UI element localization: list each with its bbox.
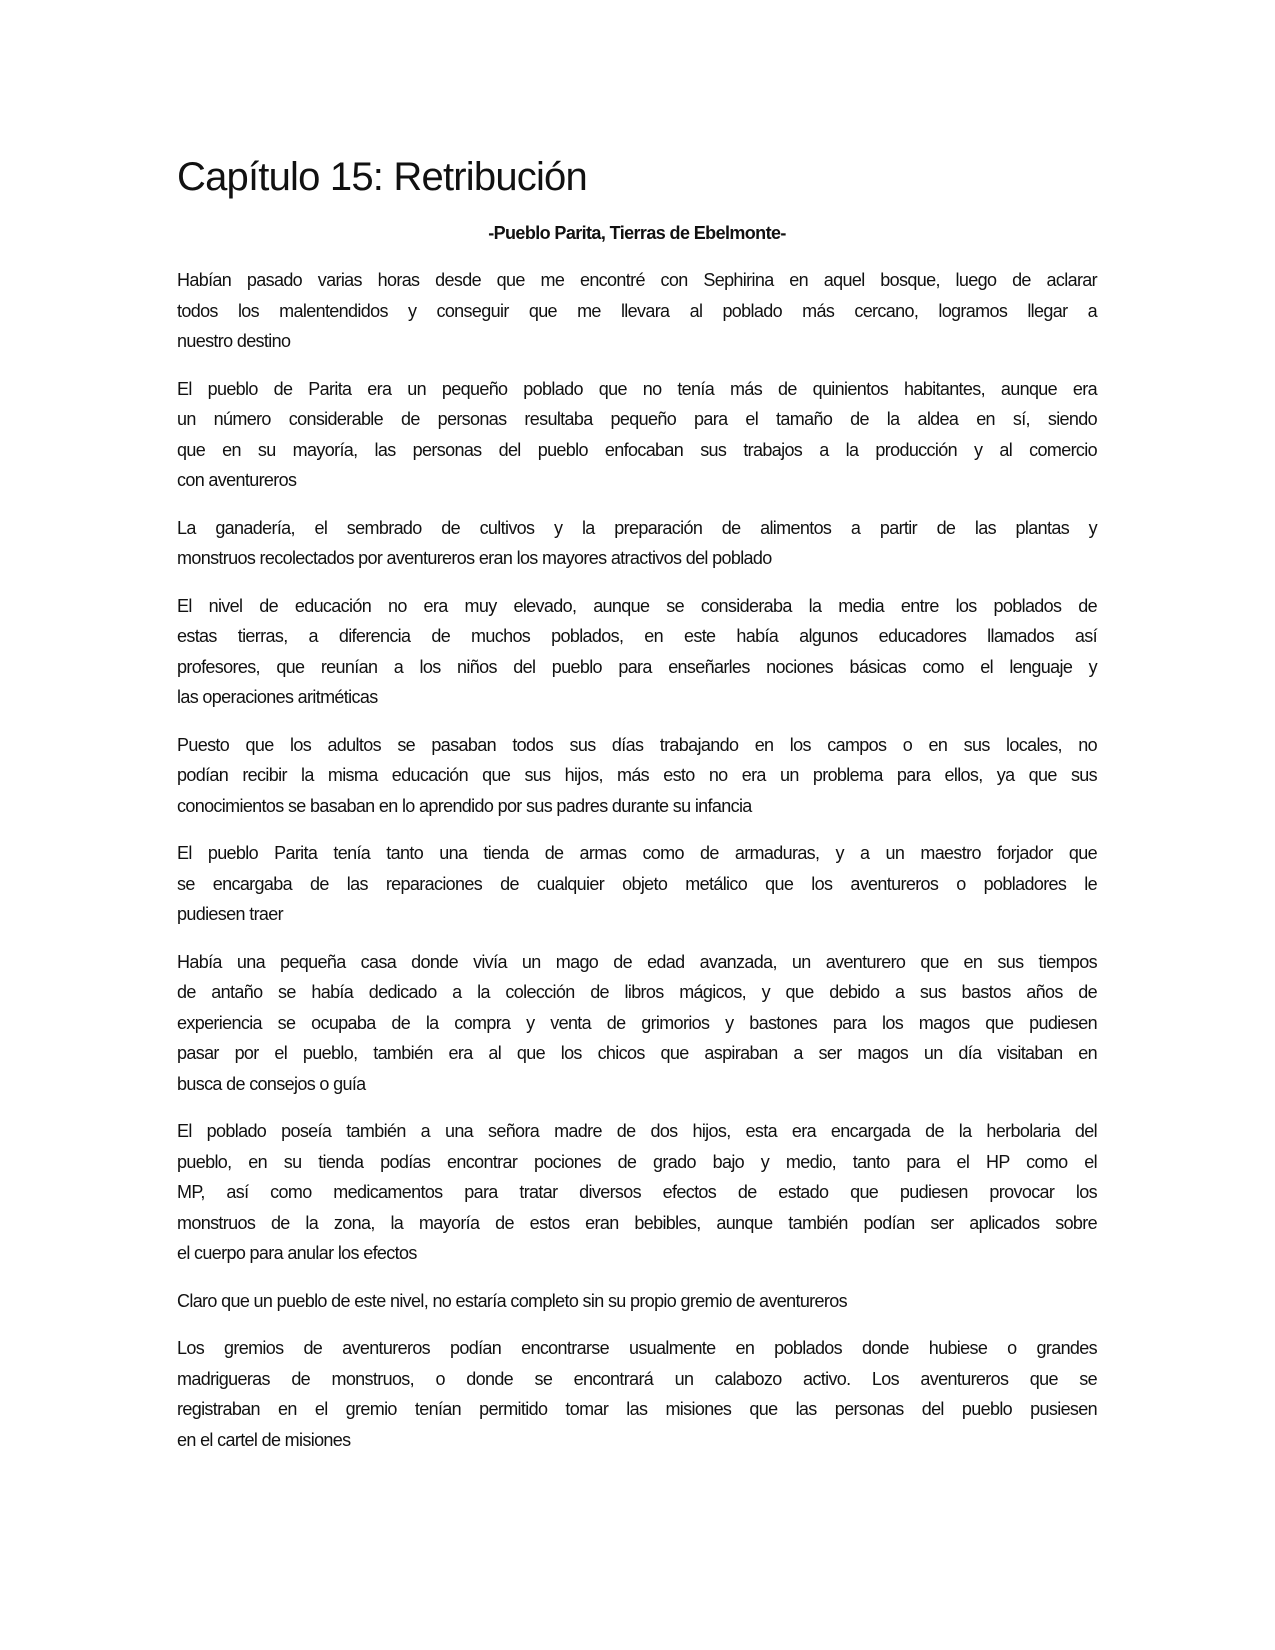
- paragraph: [177, 374, 1097, 496]
- text-line: busca de consejos o guía: [177, 1073, 366, 1094]
- text-line: madrigueras de monstruos, o donde se encontrará un calabozo activo. Los aventureros que se: [177, 1368, 1097, 1389]
- text-line: Los gremios de aventureros podían encontrarse usualmente en poblados donde hubiese o grandes: [177, 1338, 1097, 1358]
- text-line: Había una pequeña casa donde vivía un mago de edad avanzada, un aventurero que en sus tiempos: [177, 951, 1097, 972]
- paragraph: [177, 1286, 1097, 1317]
- location-subtitle: -Pueblo Parita, Tierras de Ebelmonte-: [488, 223, 786, 243]
- paragraph: [177, 1116, 1097, 1269]
- text-line: monstruos recolectados por aventureros eran los mayores atractivos del poblado: [177, 548, 772, 568]
- text-line: pueblo, en su tienda podías encontrar pociones de grado bajo y medio, tanto para el HP como el: [177, 1151, 1097, 1172]
- text-line: conocimientos se basaban en lo aprendido por sus padres durante su infancia: [177, 795, 752, 816]
- text-line: Claro que un pueblo de este nivel, no estaría completo sin su propio gremio de aventureros: [177, 1290, 847, 1311]
- text-line: estas tierras, a diferencia de muchos poblados, en este había algunos educadores llamados así: [177, 626, 1097, 646]
- text-line: las operaciones aritméticas: [177, 687, 378, 707]
- document-page: [177, 150, 1097, 1455]
- text-line: podían recibir la misma educación que sus hijos, más esto no era un problema para ellos, ya que sus: [177, 765, 1097, 785]
- paragraph: [177, 265, 1097, 357]
- paragraph: [177, 838, 1097, 930]
- text-line: todos los malentendidos y conseguir que me llevara al poblado más cercano, logramos llegar a: [177, 300, 1097, 321]
- text-line: El poblado poseía también a una señora madre de dos hijos, esta era encargada de la herbolaria del: [177, 1121, 1097, 1141]
- text-line: El nivel de educación no era muy elevado, aunque se consideraba la media entre los poblados de: [177, 595, 1097, 616]
- paragraph: [177, 1333, 1097, 1455]
- paragraph: [177, 513, 1097, 574]
- text-line: se encargaba de las reparaciones de cualquier objeto metálico que los aventureros o pobladores le: [177, 873, 1097, 894]
- paragraph: [177, 730, 1097, 822]
- text-line: de antaño se había dedicado a la colección de libros mágicos, y que debido a sus bastos años de: [177, 982, 1097, 1002]
- text-line: nuestro destino: [177, 331, 291, 351]
- text-line: el cuerpo para anular los efectos: [177, 1243, 417, 1263]
- text-line: con aventureros: [177, 470, 297, 490]
- text-line: MP, así como medicamentos para tratar diversos efectos de estado que pudiesen provocar los: [177, 1182, 1097, 1202]
- text-line: pudiesen traer: [177, 904, 283, 924]
- chapter-body: [177, 265, 1097, 1455]
- text-line: que en su mayoría, las personas del pueblo enfocaban sus trabajos a la producción y al comercio: [177, 439, 1097, 460]
- text-line: El pueblo Parita tenía tanto una tienda de armas como de armaduras, y a un maestro forjador que: [177, 843, 1097, 863]
- paragraph: [177, 591, 1097, 713]
- paragraph: [177, 947, 1097, 1100]
- text-line: monstruos de la zona, la mayoría de estos eran bebibles, aunque también podían ser aplicados sobre: [177, 1212, 1097, 1233]
- text-line: El pueblo de Parita era un pequeño poblado que no tenía más de quinientos habitantes, aunque era: [177, 378, 1097, 399]
- text-line: Habían pasado varias horas desde que me encontré con Sephirina en aquel bosque, luego de aclarar: [177, 270, 1097, 290]
- text-line: pasar por el pueblo, también era al que los chicos que aspiraban a ser magos un día visitaban en: [177, 1043, 1097, 1063]
- text-line: registraban en el gremio tenían permitido tomar las misiones que las personas del pueblo pusiesen: [177, 1399, 1097, 1419]
- text-line: Puesto que los adultos se pasaban todos sus días trabajando en los campos o en sus locales, no: [177, 734, 1097, 755]
- text-line: un número considerable de personas resultaba pequeño para el tamaño de la aldea en sí, siendo: [177, 409, 1097, 429]
- text-line: La ganadería, el sembrado de cultivos y la preparación de alimentos a partir de las plantas y: [177, 517, 1097, 538]
- text-line: en el cartel de misiones: [177, 1429, 351, 1450]
- chapter-title: Capítulo 15: Retribución: [177, 155, 587, 199]
- text-line: profesores, que reunían a los niños del pueblo para enseñarles nociones básicas como el lenguaje y: [177, 656, 1097, 677]
- text-line: experiencia se ocupaba de la compra y venta de grimorios y bastones para los magos que pudiesen: [177, 1012, 1097, 1033]
